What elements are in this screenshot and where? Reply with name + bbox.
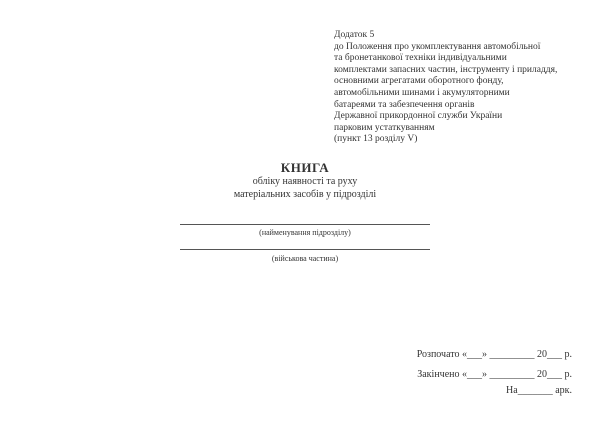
appendix-line: Додаток 5 <box>334 30 375 40</box>
appendix-line: парковим устаткуванням <box>334 122 435 133</box>
appendix-line: до Положення про укомплектування автомобільної <box>334 41 541 52</box>
sheets-count-line: На_______ арк. <box>506 385 572 396</box>
started-date-line: Розпочато «___» _________ 20___ р. <box>416 349 572 360</box>
book-title: КНИГА <box>280 160 330 175</box>
military-unit-caption: (військова частина) <box>271 254 339 263</box>
book-title-block <box>180 160 430 201</box>
appendix-line: батареями та забезпечення органів <box>334 99 475 110</box>
appendix-line: (пункт 13 розділу V) <box>334 134 418 145</box>
finished-date-line: Закінчено «___» _________ 20___ р. <box>417 369 572 380</box>
unit-name-caption: (найменування підрозділу) <box>259 228 351 237</box>
unit-name-line <box>180 224 430 225</box>
appendix-line: автомобільними шинами і акумуляторними <box>334 87 510 98</box>
appendix-line: основними агрегатами оборотного фонду, <box>334 76 504 87</box>
military-unit-line <box>180 249 430 250</box>
appendix-line: Державної прикордонної служби України <box>334 111 503 122</box>
appendix-line: комплектами запасних частин, інструменту і приладдя, <box>334 64 558 75</box>
appendix-note <box>334 30 594 146</box>
appendix-line: та бронетанкової техніки індивідуальними <box>334 53 507 64</box>
book-subtitle-line: обліку наявності та руху <box>252 176 358 187</box>
book-subtitle-line: матеріальних засобів у підрозділі <box>233 189 377 200</box>
